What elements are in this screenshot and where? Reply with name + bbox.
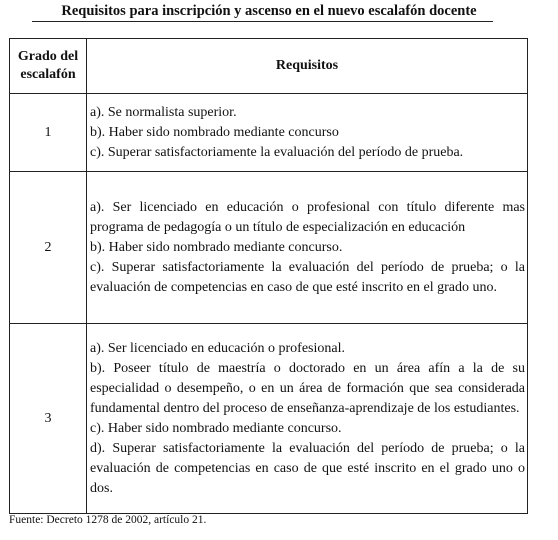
requirement-item: b). Haber sido nombrado mediante concurso. — [90, 239, 343, 255]
requirement-item: b). Poseer título de maestría o doctorado en un área afín a la de su especialidad o desempeño, o en un área de formación que sea considerada fundamental dentro del proceso de enseñanza-aprendizaje de los estudiantes. — [90, 360, 525, 416]
grade-cell: 2 — [10, 172, 87, 324]
requirement-item: c). Superar satisfactoriamente la evaluación del período de prueba; o la evaluación de competencias en caso de que esté inscrito en el grado uno. — [90, 259, 525, 295]
requirement-item: c). Haber sido nombrado mediante concurso. — [90, 420, 342, 436]
requirement-item: d). Superar satisfactoriamente la evaluación del período de prueba; o la evaluación de competencias en caso de que esté inscrito en el grado uno o dos. — [90, 440, 525, 496]
title-underline — [32, 21, 493, 22]
source-note: Fuente: Decreto 1278 de 2002, artículo 21. — [9, 514, 207, 526]
requirement-item: a). Ser licenciado en educación o profesional. — [90, 340, 346, 356]
requirement-item: b). Haber sido nombrado mediante concurso — [90, 124, 339, 140]
requirements-cell — [87, 172, 528, 324]
requirements-cell — [87, 324, 528, 514]
requirements-cell — [87, 94, 528, 172]
table-row — [10, 172, 528, 324]
grade-cell: 1 — [10, 94, 87, 172]
table-row — [10, 324, 528, 514]
grade-cell: 3 — [10, 324, 87, 514]
header-requirements: Requisitos — [87, 39, 528, 94]
requirement-item: c). Superar satisfactoriamente la evaluación del período de prueba. — [90, 144, 464, 160]
requirements-table — [9, 38, 528, 514]
header-grade-line2: escalafón — [20, 67, 76, 82]
requirement-item: a). Se normalista superior. — [90, 104, 237, 120]
table-title: Requisitos para inscripción y ascenso en el nuevo escalafón docente — [61, 3, 477, 19]
header-grade — [10, 39, 87, 94]
requirement-item: a). Ser licenciado en educación o profesional con título diferente mas programa de pedagogía o un título de especialización en educación — [90, 199, 525, 235]
table-header-row — [10, 39, 528, 94]
table-row — [10, 94, 528, 172]
header-grade-line1: Grado del — [17, 49, 79, 64]
